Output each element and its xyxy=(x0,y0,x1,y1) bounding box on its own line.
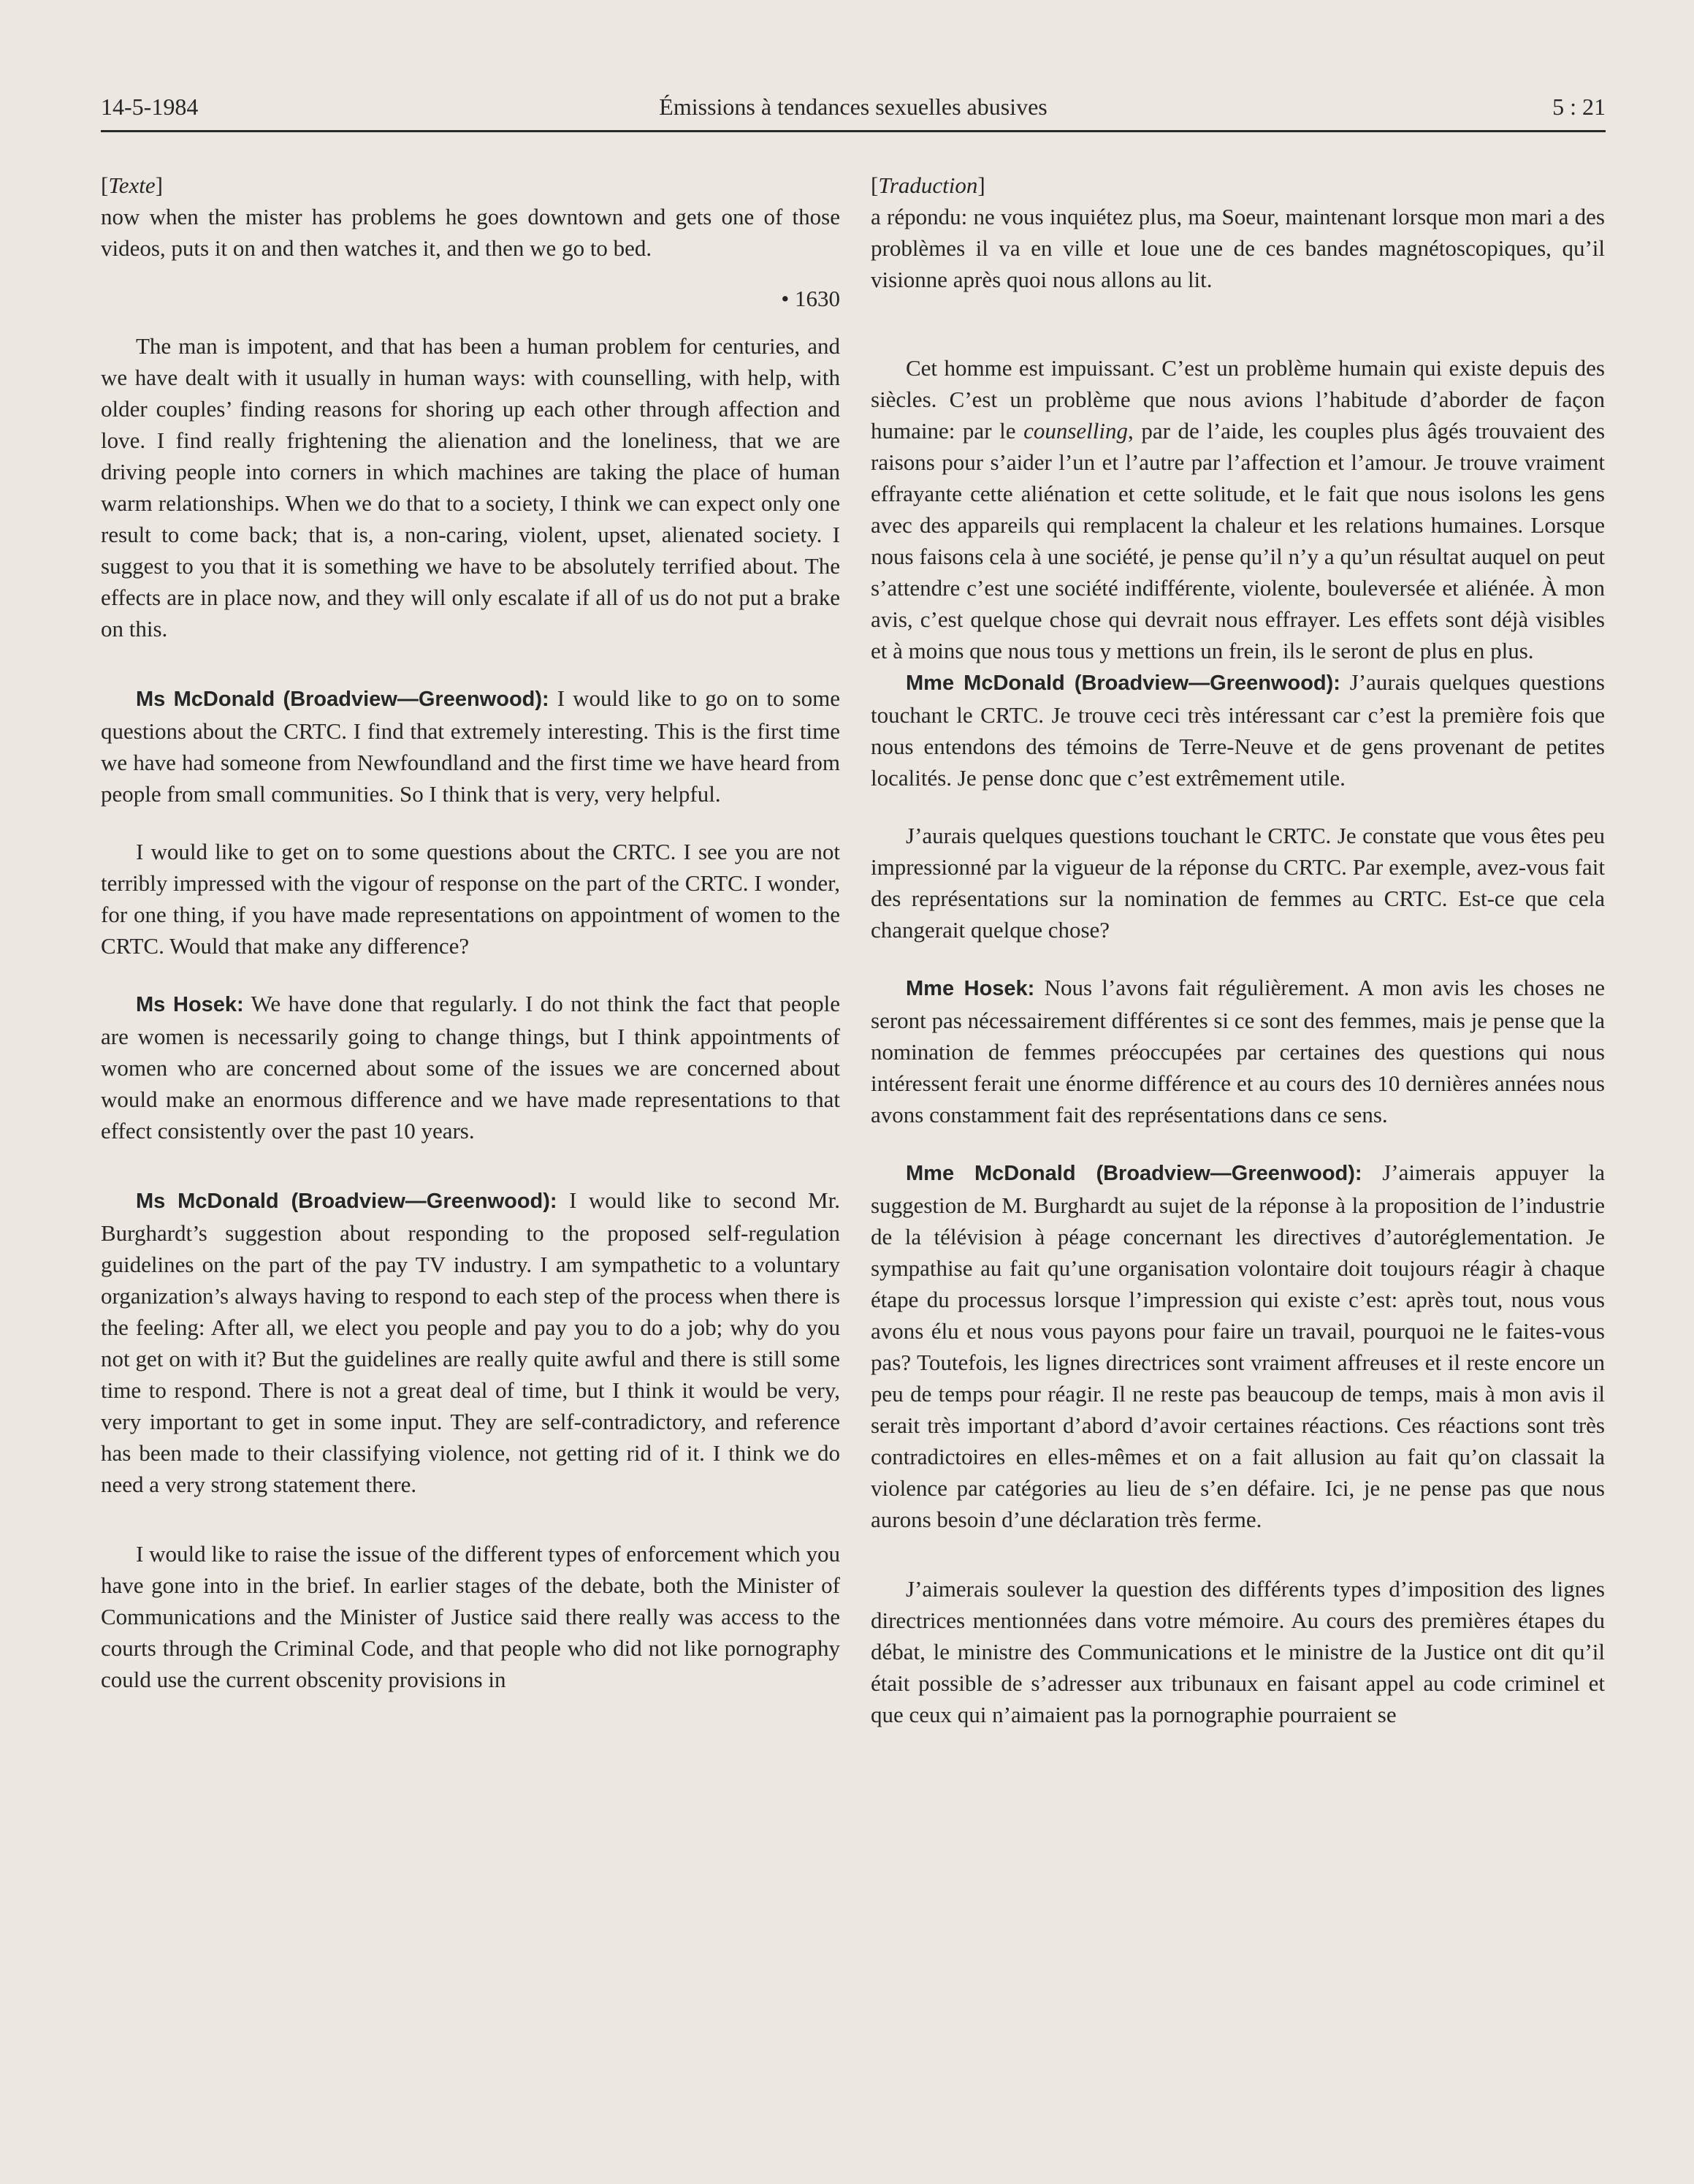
header-date: 14-5-1984 xyxy=(101,94,199,120)
page-header xyxy=(101,94,1606,134)
paragraph: now when the mister has problems he goes downtown and gets one of those videos, puts it on and then watches it, and then we go to bed. xyxy=(101,204,840,261)
paragraph: Ms Hosek: We have done that regularly. I do not think the fact that people are women is necessarily going to change things, but I think appointments of women who are concerned about some of the issues we are concerned about would make an enormous difference and we have made representations to that effect consistently over the past 10 years. xyxy=(101,991,840,1144)
speaker-name: Ms McDonald (Broadview—Greenwood): xyxy=(136,1190,557,1213)
column-label-french: [Traduction] xyxy=(871,172,985,198)
speaker-name: Mme Hosek: xyxy=(906,977,1035,1000)
english-column xyxy=(101,170,840,1695)
speaker-name: Ms McDonald (Broadview—Greenwood): xyxy=(136,688,549,711)
header-rule xyxy=(101,130,1606,132)
paragraph: J’aurais quelques questions touchant le CRTC. Je constate que vous êtes peu impressionné par la vigueur de la réponse du CRTC. Par exemple, avez-vous fait des représentations sur la nomination de femmes au CRTC. Est-ce que cela changerait quelque chose? xyxy=(871,823,1605,943)
paragraph: Mme Hosek: Nous l’avons fait régulièrement. A mon avis les choses ne seront pas nécessairement différentes si ce sont des femmes, mais je pense que la nomination de femmes préoccupées par certaines des questions qui nous intéressent ferait une énorme différence et au cours des 10 dernières années nous avons constamment fait des représentations dans ce sens. xyxy=(871,975,1606,1127)
header-title: Émissions à tendances sexuelles abusives xyxy=(659,94,1048,120)
header-page-number: 5 : 21 xyxy=(1552,94,1606,120)
paragraph: Ms McDonald (Broadview—Greenwood): I would like to second Mr. Burghardt’s suggestion about responding to the proposed self-regulation guidelines on the part of the pay TV industry. I am sympathetic to a voluntary organization’s always having to respond to each step of the process when there is the feeling: After all, we elect you people and pay you to do a job; why do you not get on with it? But the guidelines are really quite awful and there is still some time to respond. There is not a great deal of time, but I think it would be very, very important to get in some input. They are self-contradictory, and reference has been made to their classifying violence, not getting rid of it. I think we do need a very strong statement there. xyxy=(101,1187,840,1497)
time-marker: • 1630 xyxy=(781,286,840,311)
paragraph: I would like to raise the issue of the different types of enforcement which you have gone into in the brief. In earlier stages of the debate, both the Minister of Communications and the Minister of Justice said there really was access to the courts through the Criminal Code, and that people who did not like pornography could use the current obscenity provisions in xyxy=(101,1541,840,1692)
french-column xyxy=(871,170,1605,1730)
paragraph: Mme McDonald (Broadview—Greenwood): J’aurais quelques questions touchant le CRTC. Je trouve ceci très intéressant car c’est la première fois que nous entendons des témoins de Terre-Neuve et de gens provenant de petites localités. Je pense donc que c’est extrêmement utile. xyxy=(871,669,1606,791)
paragraph: I would like to get on to some questions about the CRTC. I see you are not terribly impressed with the vigour of response on the part of the CRTC. I wonder, for one thing, if you have made representations on appointment of women to the CRTC. Would that make any difference? xyxy=(101,839,840,959)
speaker-name: Mme McDonald (Broadview—Greenwood): xyxy=(906,1162,1362,1185)
column-label-english: [Texte] xyxy=(101,172,163,198)
paragraph: Ms McDonald (Broadview—Greenwood): I would like to go on to some questions about the CRTC. I find that extremely interesting. This is the first time we have had someone from Newfoundland and the first time we have heard from people from small communities. So I think that is very, very helpful. xyxy=(101,685,840,807)
paragraph: Mme McDonald (Broadview—Greenwood): J’aimerais appuyer la suggestion de M. Burghardt au sujet de la réponse à la proposition de l’industrie de la télévision à péage concernant les directives d’autoréglementation. Je sympathise au fait qu’une organisation volontaire doit toujours réagir à chaque étape du processus lorsque l’impression qui existe c’est: après tout, nous vous avons élu et nous vous payons pour faire un travail, pourquoi ne le faites-vous pas? Toutefois, les lignes directrices sont vraiment affreuses et il reste encore un peu de temps pour réagir. Il ne reste pas beaucoup de temps, mais à mon avis il serait très important d’abord d’avoir certaines réactions. Ces réactions sont très contradictoires en elles-mêmes et on a fait allusion au fait qu’on classait la violence par catégories au lieu de s’en défaire. Ici, je ne pense pas que nous aurons besoin d’une déclaration très ferme. xyxy=(871,1160,1605,1532)
speaker-name: Ms Hosek: xyxy=(136,993,244,1016)
paragraph: The man is impotent, and that has been a human problem for centuries, and we have dealt with it usually in human ways: with counselling, with help, with older couples’ finding reasons for shoring up each other through affection and love. I find really frightening the alienation and the loneliness, that we are driving people into corners in which machines are taking the place of human warm relationships. When we do that to a society, I think we can expect only one result to come back; that is, a non-caring, violent, upset, alienated society. I suggest to you that it is something we have to be absolutely terrified about. The effects are in place now, and they will only escalate if all of us do not put a brake on this. xyxy=(101,333,840,642)
paragraph: J’aimerais soulever la question des différents types d’imposition des lignes directrices mentionnées dans votre mémoire. Au cours des premières étapes du débat, le ministre des Communications et le ministre de la Justice ont dit qu’il était possible de s’adresser aux tribunaux en faisant appel au code criminel et que ceux qui n’aimaient pas la pornographie pourraient se xyxy=(871,1576,1605,1727)
paragraph: Cet homme est impuissant. C’est un problème humain qui existe depuis des siècles. C’est un problème que nous avions l’habitude d’aborder de façon humaine: par le counselling, par de l’aide, les couples plus âgés trouvaient des raisons pour s’aider l’un et l’autre par l’affection et l’amour. Je trouve vraiment effrayante cette aliénation et cette solitude, et le fait que nous isolons les gens avec des appareils qui remplacent la chaleur et les relations humaines. Lorsque nous faisons cela à une société, je pense qu’il n’y a qu’un résultat auquel on peut s’attendre c’est une société indifférente, violente, bouleversée et aliénée. À mon avis, c’est quelque chose qui devrait nous effrayer. Les effets sont déjà visibles et à moins que nous tous y mettions un frein, ils le seront de plus en plus. xyxy=(871,355,1606,663)
paragraph: a répondu: ne vous inquiétez plus, ma Soeur, maintenant lorsque mon mari a des problèmes il va en ville et loue une de ces bandes magnétoscopiques, qu’il visionne après quoi nous allons au lit. xyxy=(871,204,1605,292)
speaker-name: Mme McDonald (Broadview—Greenwood): xyxy=(906,671,1340,695)
